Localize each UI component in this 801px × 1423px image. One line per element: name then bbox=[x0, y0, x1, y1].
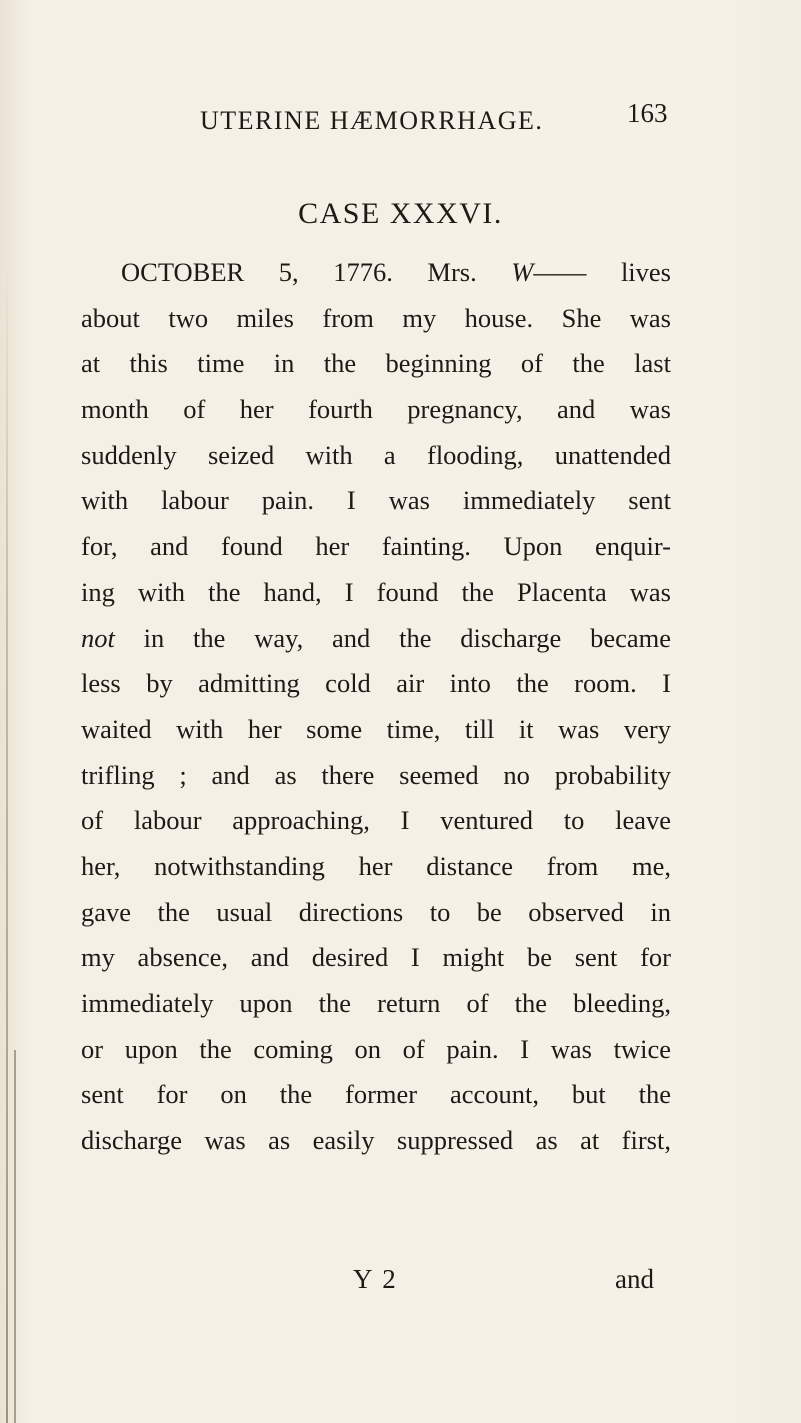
case-paragraph bbox=[81, 250, 671, 1164]
text-line: immediately upon the return of the bleeding, bbox=[81, 988, 671, 1018]
running-head: UTERINE HÆMORRHAGE. bbox=[200, 106, 544, 135]
text-line: my absence, and desired I might be sent for bbox=[81, 942, 671, 973]
page-number: 163 bbox=[627, 98, 668, 128]
text-line: less by admitting cold air into the room. I bbox=[81, 668, 671, 699]
gutter-shadow bbox=[6, 260, 8, 1423]
case-title: CASE XXXVI. bbox=[298, 197, 503, 230]
signature-mark: Y 2 bbox=[353, 1264, 398, 1294]
text-line: trifling ; and as there seemed no probability bbox=[81, 759, 671, 790]
text-line: or upon the coming on of pain. I was twice bbox=[81, 1033, 671, 1064]
text-line: with labour pain. I was immediately sent bbox=[81, 485, 671, 516]
text-line: of labour approaching, I ventured to leave bbox=[81, 805, 671, 836]
text-line: her, notwithstanding her distance from me, bbox=[81, 850, 671, 881]
gutter-edge bbox=[14, 1050, 16, 1423]
text-line: suddenly seized with a flooding, unattended bbox=[81, 439, 671, 470]
text-line: for, and found her fainting. Upon enquir- bbox=[81, 531, 671, 562]
text-line: discharge was as easily suppressed as at first, bbox=[81, 1125, 671, 1156]
catchword: and bbox=[615, 1264, 654, 1294]
text-line: about two miles from my house. She was bbox=[81, 302, 671, 333]
text-line: OCTOBER 5, 1776. Mrs. W—— lives bbox=[121, 257, 671, 287]
text-line: not in the way, and the discharge became bbox=[81, 622, 671, 653]
text-line: month of her fourth pregnancy, and was bbox=[81, 394, 671, 425]
text-line: waited with her some time, till it was very bbox=[81, 713, 671, 744]
page-footer bbox=[0, 1264, 801, 1304]
text-line: at this time in the beginning of the last bbox=[81, 348, 671, 379]
text-line: gave the usual directions to be observed in bbox=[81, 896, 671, 927]
text-line: ing with the hand, I found the Placenta was bbox=[81, 576, 671, 607]
text-line: sent for on the former account, but the bbox=[81, 1079, 671, 1110]
